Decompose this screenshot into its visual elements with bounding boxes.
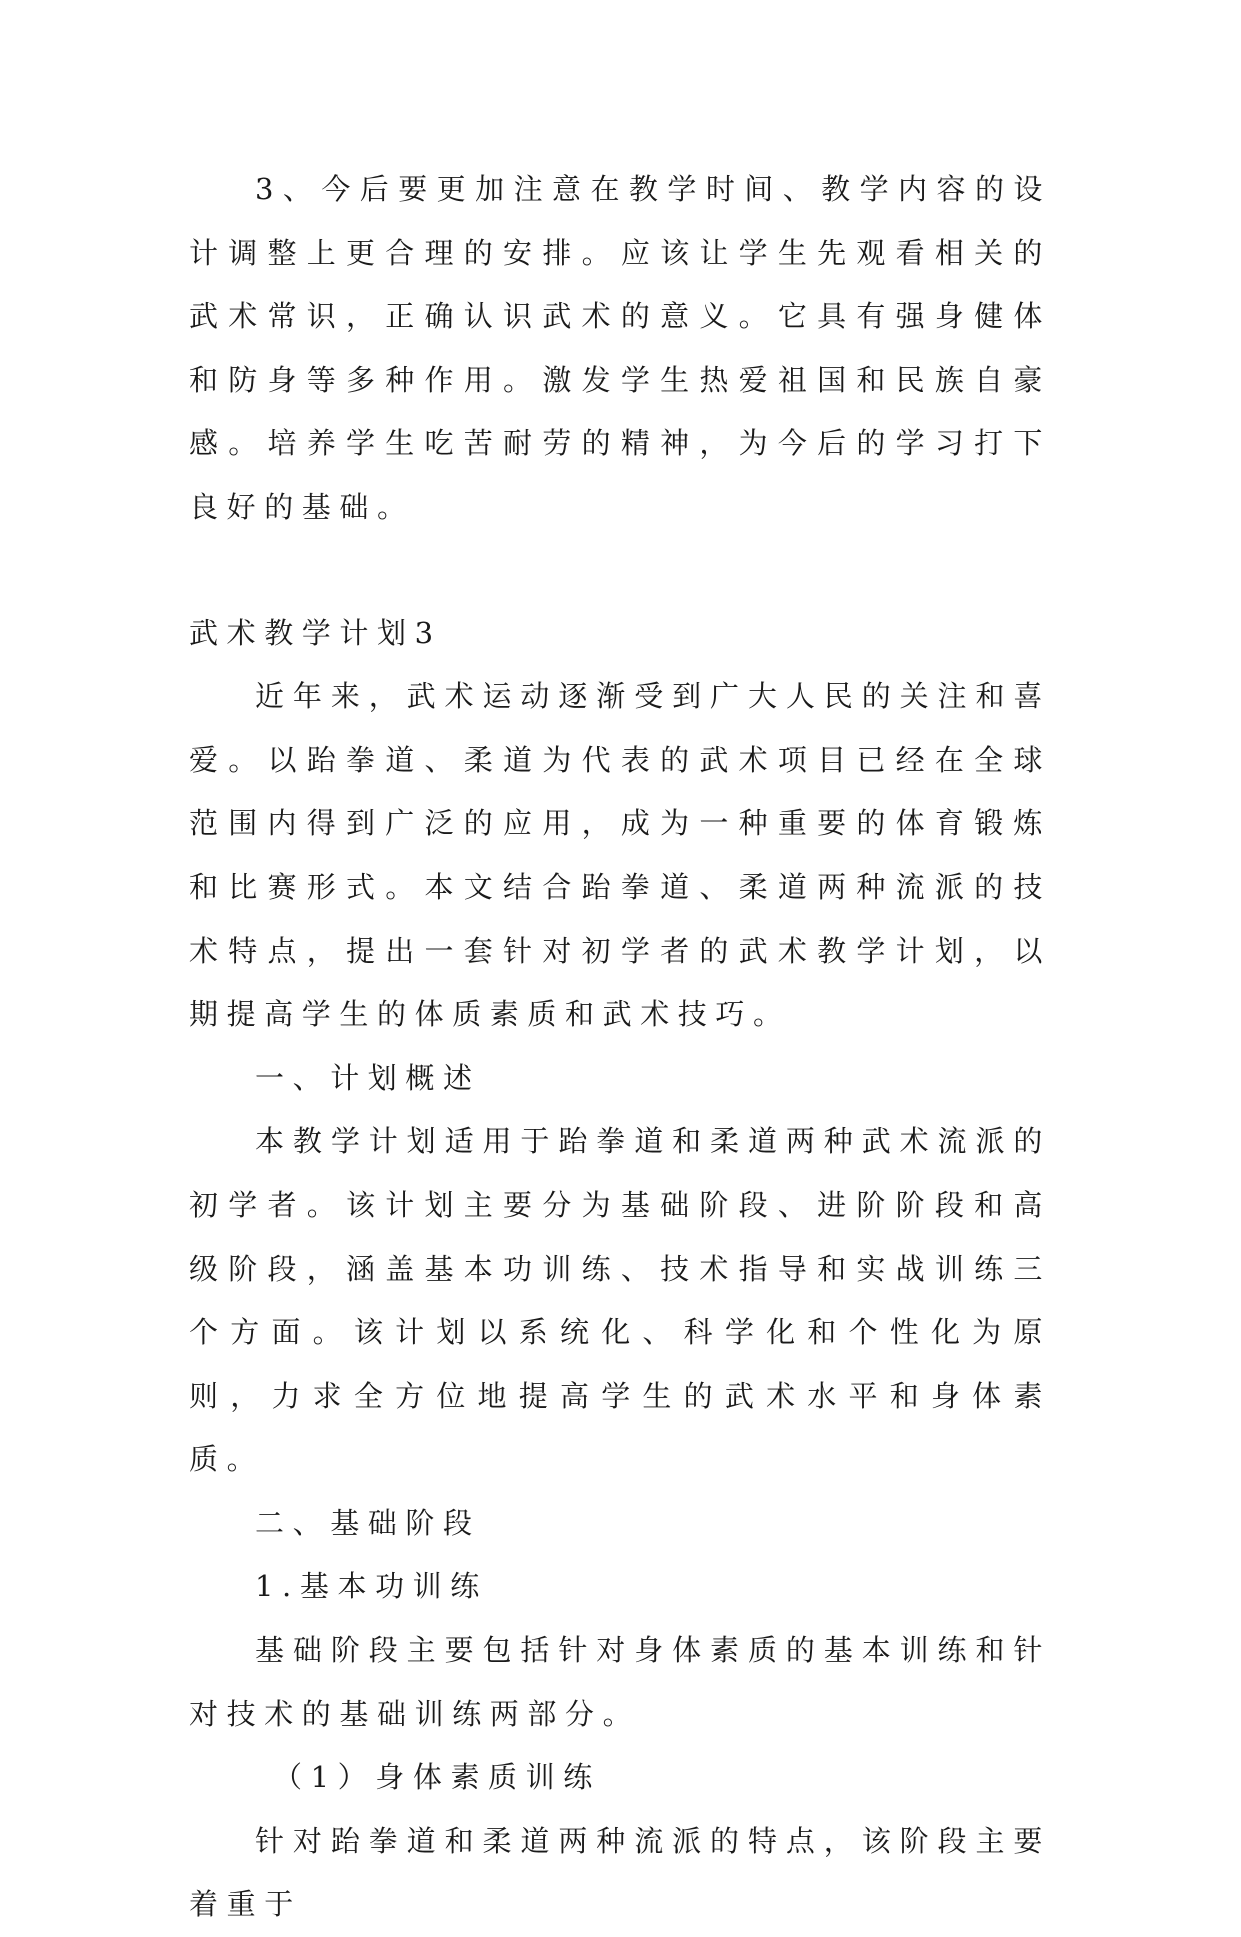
heading-basic-stage: 二、基础阶段 — [255, 1505, 481, 1540]
paragraph-intro: 3、今后要更加注意在教学时间、教学内容的设计调整上更合理的安排。应该让学生先观看相关的武术常识，正确认识武术的意义。它具有强身健体和防身等多种作用。激发学生热爱祖国和民族自豪感。培养学生吃苦耐劳的精神，为今后的学习打下良好的基础。 — [189, 172, 1051, 524]
heading-physical-training: （1）身体素质训练 — [273, 1760, 601, 1795]
document-body — [189, 158, 1051, 1937]
heading-plan-overview: 一、计划概述 — [255, 1060, 481, 1095]
paragraph-plan-overview: 本教学计划适用于跆拳道和柔道两种武术流派的初学者。该计划主要分为基础阶段、进阶阶段和高级阶段，涵盖基本功训练、技术指导和实战训练三个方面。该计划以系统化、科学化和个性化为原则，力求全方位地提高学生的武术水平和身体素质。 — [189, 1124, 1051, 1477]
paragraph-basic-stage: 基础阶段主要包括针对身体素质的基本训练和针对技术的基础训练两部分。 — [189, 1633, 1051, 1731]
paragraph-overview-intro: 近年来，武术运动逐渐受到广大人民的关注和喜爱。以跆拳道、柔道为代表的武术项目已经在全球范围内得到广泛的应用，成为一种重要的体育锻炼和比赛形式。本文结合跆拳道、柔道两种流派的技术特点，提出一套针对初学者的武术教学计划，以期提高学生的体质素质和武术技巧。 — [189, 679, 1051, 1032]
heading-basic-training: 1.基本功训练 — [255, 1569, 488, 1604]
section-title: 武术教学计划3 — [189, 615, 442, 650]
paragraph-physical-training: 针对跆拳道和柔道两种流派的特点，该阶段主要着重于 — [189, 1823, 1051, 1922]
